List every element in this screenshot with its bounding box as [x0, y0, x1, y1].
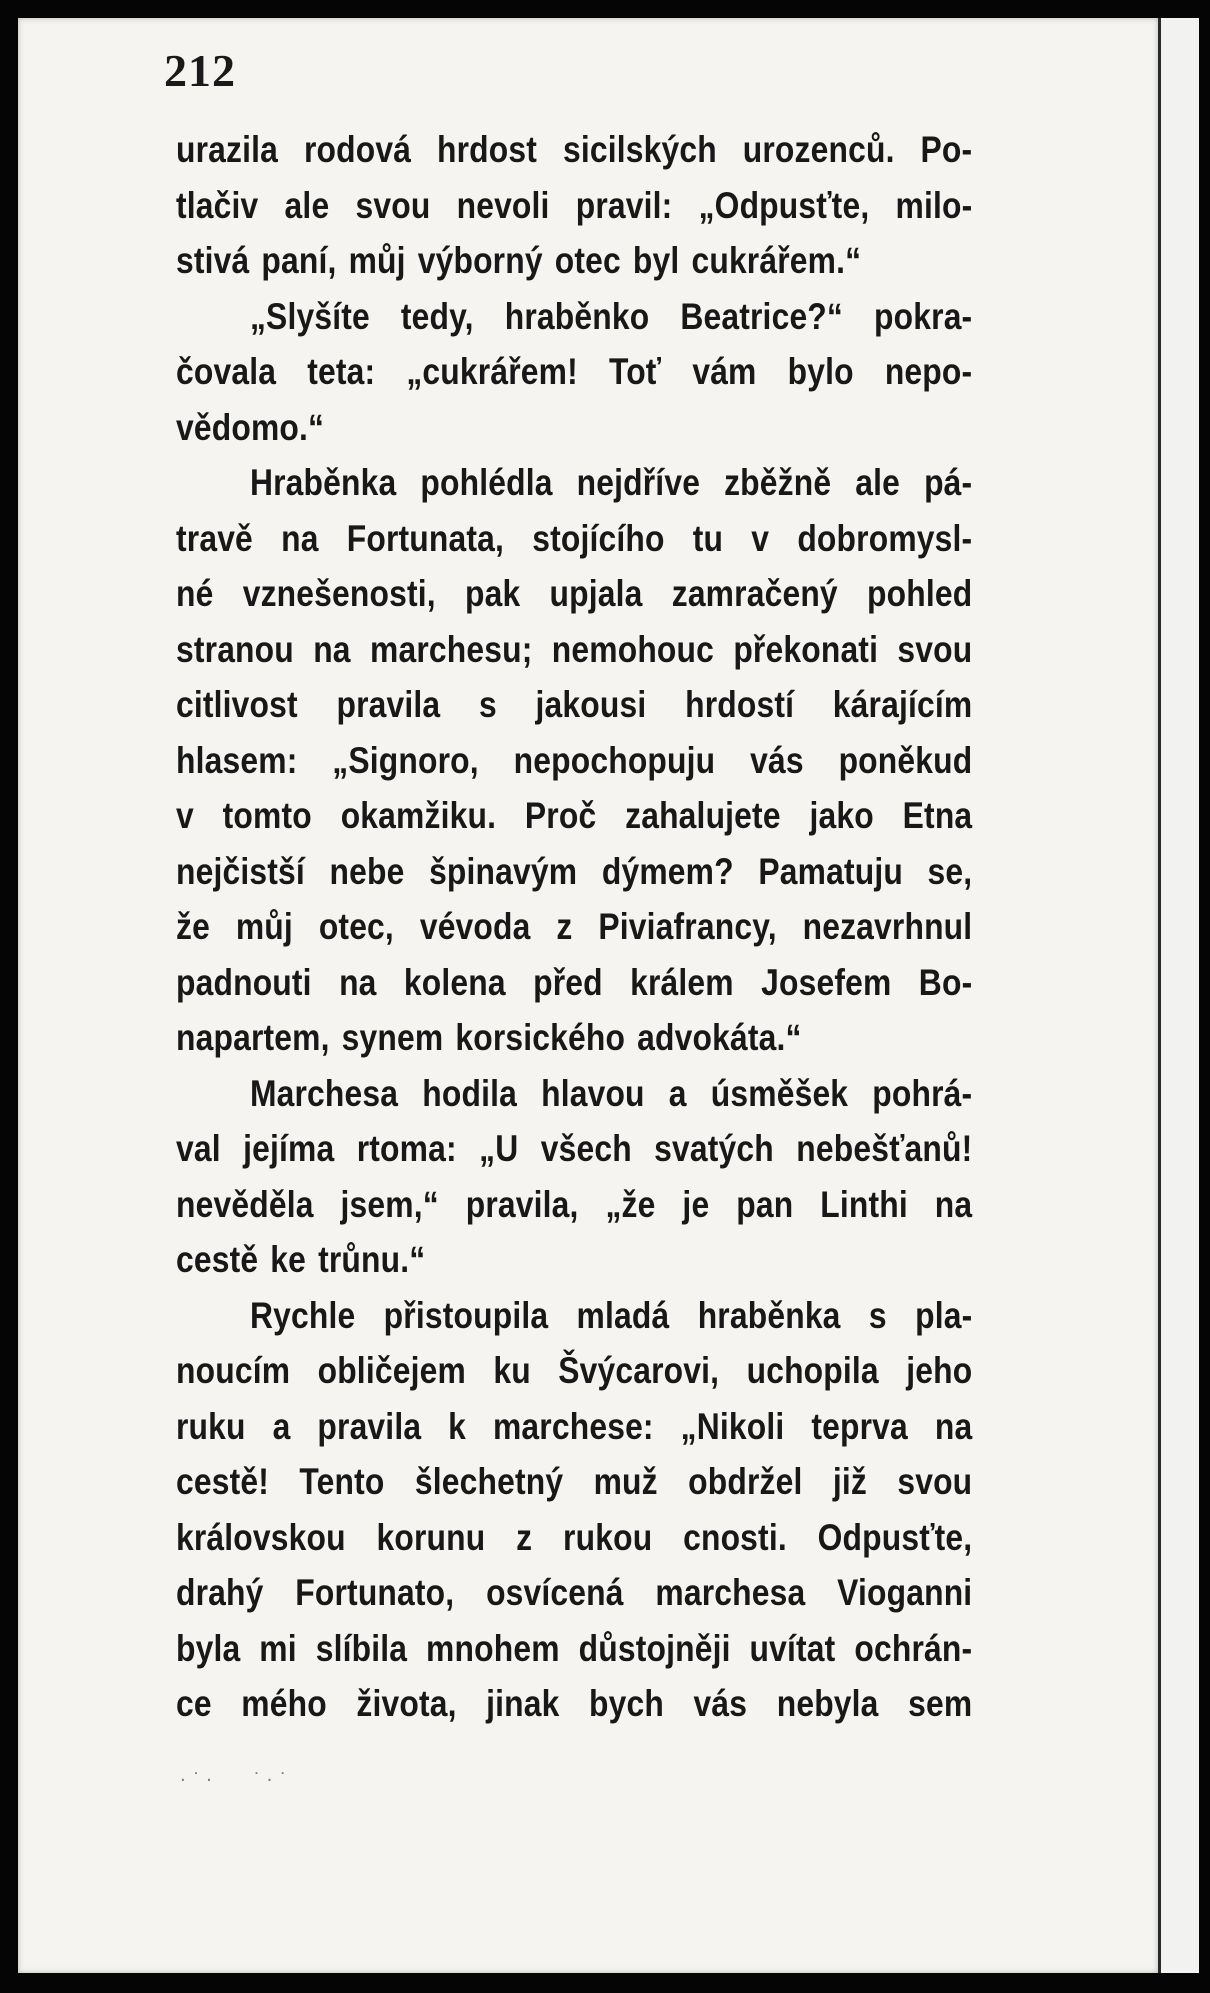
text-line: nejčistší nebe špinavým dýmem? Pamatuju se,: [176, 850, 973, 892]
text-line: padnouti na kolena před králem Josefem Bo-: [176, 961, 973, 1003]
text-line: ce mého života, jinak bych vás nebyla sem: [176, 1683, 973, 1724]
text-line: cestě! Tento šlechetný muž obdržel již svou: [176, 1461, 973, 1502]
text-line: Marchesa hodila hlavou a úsměšek pohrá-: [249, 1072, 973, 1114]
print-specks: · ˙ · ˙ · ˙: [180, 1770, 288, 1791]
text-line: cestě ke trůnu.“: [176, 1239, 426, 1280]
text-line: Hraběnka pohlédla nejdříve zběžně ale pá-: [249, 462, 973, 503]
text-line: hlasem: „Signoro, nepochopuju vás poněkud: [176, 739, 973, 781]
text-line: „Slyšíte tedy, hraběnko Beatrice?“ pokra-: [249, 295, 973, 337]
text-line: Rychle přistoupila mladá hraběnka s pla-: [249, 1294, 973, 1336]
text-line: vědomo.“: [176, 406, 325, 448]
text-line: stranou na marchesu; nemohouc překonati svou: [176, 628, 973, 670]
text-line: ruku a pravila k marchese: „Nikoli teprva na: [176, 1405, 973, 1447]
text-line: čovala teta: „cukrářem! Toť vám bylo nepo-: [176, 351, 973, 392]
text-line: královskou korunu z rukou cnosti. Odpusťte,: [176, 1516, 973, 1558]
text-line: val jejíma rtoma: „U všech svatých nebešťanů!: [176, 1128, 973, 1169]
text-line: byla mi slíbila mnohem důstojněji uvítat ochrán-: [176, 1627, 973, 1669]
text-line: v tomto okamžiku. Proč zahalujete jako Etna: [176, 795, 973, 836]
text-line: drahý Fortunato, osvícená marchesa Vioganni: [176, 1572, 973, 1613]
text-line: citlivost pravila s jakousi hrdostí kárajícím: [176, 684, 973, 725]
text-line: né vznešenosti, pak upjala zamračený pohled: [176, 573, 973, 614]
page-edge: [1158, 18, 1199, 1973]
text-line: noucím obličejem ku Švýcarovi, uchopila jeho: [176, 1350, 973, 1391]
text-line: stivá paní, můj výborný otec byl cukrářem.“: [176, 240, 862, 281]
text-line: tlačiv ale svou nevoli pravil: „Odpusťte, milo-: [176, 184, 973, 226]
body-text: [176, 122, 972, 1732]
text-line: nevěděla jsem,“ pravila, „že je pan Linthi na: [176, 1183, 973, 1225]
text-line: travě na Fortunata, stojícího tu v dobromysl-: [176, 517, 973, 559]
text-line: napartem, synem korsického advokáta.“: [176, 1017, 802, 1058]
page-number: 212: [164, 45, 236, 96]
text-line: urazila rodová hrdost sicilských urozenců. Po-: [176, 129, 973, 170]
text-line: že můj otec, vévoda z Piviafrancy, nezavrhnul: [176, 906, 973, 947]
